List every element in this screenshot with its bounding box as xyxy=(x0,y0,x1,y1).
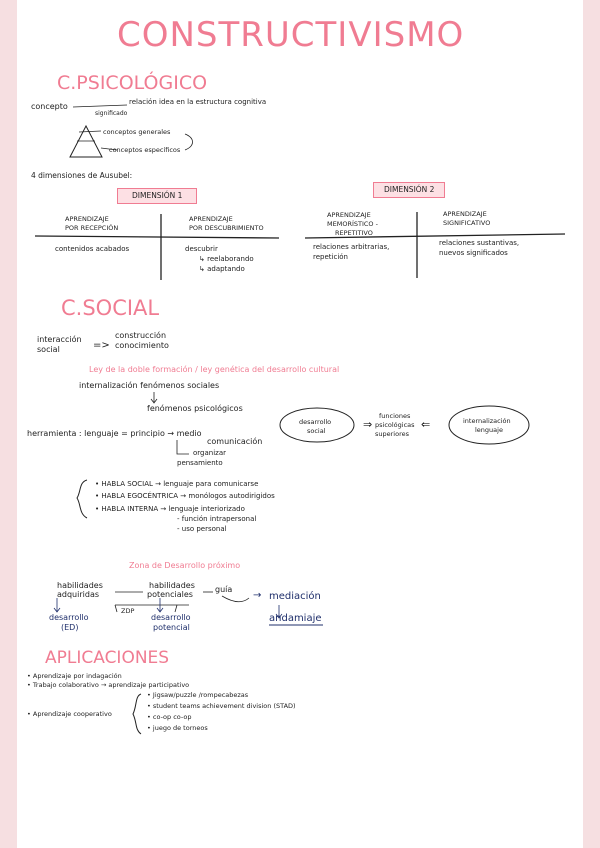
desarrollo-real-1: desarrollo xyxy=(49,613,89,622)
relacion-text: relación idea en la estructura cognitiva xyxy=(129,98,267,106)
cooperativo-jigsaw: • Jigsaw/puzzle /rompecabezas xyxy=(147,691,249,699)
arrow-mediacion: → xyxy=(253,590,262,601)
dimension-1-badge: DIMENSIÓN 1 xyxy=(117,188,197,204)
dim2-col1-head-2: MEMORÍSTICO - xyxy=(327,220,378,228)
interaccion-label-1: interacción xyxy=(37,335,82,344)
construccion-label-2: conocimiento xyxy=(115,341,169,350)
conceptos-especificos-label: conceptos específicos xyxy=(109,146,181,154)
aplicacion-colaborativo: • Trabajo colaborativo → aprendizaje participativo xyxy=(27,681,190,689)
double-arrow-left: ⇐ xyxy=(421,418,431,431)
habla-sub-1: - función intrapersonal xyxy=(177,515,257,523)
dim1-col2-head-1: APRENDIZAJE xyxy=(189,215,233,223)
aplicacion-indagacion: • Aprendizaje por indagación xyxy=(27,672,122,680)
mediacion-label: mediación xyxy=(269,591,321,602)
desarrollo-social-1: desarrollo xyxy=(299,418,332,426)
interaccion-label-2: social xyxy=(37,345,60,354)
dim2-col2-body-2: nuevos significados xyxy=(439,249,508,257)
section-heading-social: C.SOCIAL xyxy=(61,296,160,320)
ley-doble-formacion: Ley de la doble formación / ley genética del desarrollo cultural xyxy=(89,365,340,374)
significado-label: significado xyxy=(95,110,128,117)
cooperativo-coop: • co-op co-op xyxy=(147,713,192,721)
internalizacion-lenguaje-2: lenguaje xyxy=(475,426,503,434)
hab-potenciales-1: habilidades xyxy=(149,581,195,590)
notes-page xyxy=(17,0,583,848)
funciones-2: psicológicas xyxy=(375,421,415,429)
implies-arrow: => xyxy=(93,340,110,351)
herramienta-lenguaje: herramienta : lenguaje = principio → medio xyxy=(27,429,202,438)
andamiaje-label: andamiaje xyxy=(269,613,322,624)
dim2-col1-body-2: repetición xyxy=(313,253,348,261)
dim1-col2-body-1: descubrir xyxy=(185,245,218,253)
hab-potenciales-2: potenciales xyxy=(147,590,193,599)
hab-adquiridas-2: adquiridas xyxy=(57,590,100,599)
zdp-label: ZDP xyxy=(121,607,135,615)
dimensiones-intro: 4 dimensiones de Ausubel: xyxy=(31,171,133,180)
dim2-col1-head-3: REPETITIVO xyxy=(335,229,373,237)
organizar-label-1: organizar xyxy=(193,449,226,457)
dim1-col2-head-2: POR DESCUBRIMIENTO xyxy=(189,224,264,232)
internalizacion-lenguaje-1: internalización xyxy=(463,417,511,425)
desarrollo-potencial-2: potencial xyxy=(153,623,190,632)
page-title: CONSTRUCTIVISMO xyxy=(117,15,465,55)
habla-interna: • HABLA INTERNA → lenguaje interiorizado xyxy=(95,505,245,513)
dim2-col2-body-1: relaciones sustantivas, xyxy=(439,239,520,247)
guia-label: guía xyxy=(215,585,233,594)
internalizacion-sociales: internalización fenómenos sociales xyxy=(79,381,220,390)
habla-social: • HABLA SOCIAL → lenguaje para comunicarse xyxy=(95,480,259,488)
dim2-col1-head-1: APRENDIZAJE xyxy=(327,211,371,219)
section-heading-aplicaciones: APLICACIONES xyxy=(45,648,170,668)
fenomenos-psicologicos: fenómenos psicológicos xyxy=(147,404,243,413)
zdp-title: Zona de Desarrollo próximo xyxy=(129,561,241,570)
construccion-label-1: construcción xyxy=(115,331,167,340)
dim2-col2-head-2: SIGNIFICATIVO xyxy=(443,219,491,227)
dim1-col1-body: contenidos acabados xyxy=(55,245,130,253)
dim2-col1-body-1: relaciones arbitrarias, xyxy=(313,243,390,251)
section-heading-psicologico: C.PSICOLÓGICO xyxy=(57,72,208,94)
dimension-2-badge: DIMENSIÓN 2 xyxy=(373,182,445,198)
comunicacion-label: comunicación xyxy=(207,437,263,446)
dim1-col2-body-2: ↳ reelaborando xyxy=(199,255,254,263)
aplicacion-cooperativo: • Aprendizaje cooperativo xyxy=(27,710,112,718)
dim1-col2-body-3: ↳ adaptando xyxy=(199,265,245,273)
dim2-col2-head-1: APRENDIZAJE xyxy=(443,210,487,218)
concepto-label: concepto xyxy=(31,102,68,111)
hab-adquiridas-1: habilidades xyxy=(57,581,103,590)
organizar-label-2: pensamiento xyxy=(177,459,223,467)
desarrollo-potencial-1: desarrollo xyxy=(151,613,191,622)
habla-egocentrica: • HABLA EGOCÉNTRICA → monólogos autodirigidos xyxy=(95,492,275,500)
funciones-1: funciones xyxy=(379,412,411,420)
cooperativo-stad: • student teams achievement division (STAD) xyxy=(147,702,296,710)
habla-sub-2: - uso personal xyxy=(177,525,227,533)
conceptos-generales-label: conceptos generales xyxy=(103,128,171,136)
desarrollo-real-2: (ED) xyxy=(61,623,79,632)
dim1-col1-head-1: APRENDIZAJE xyxy=(65,215,109,223)
dim1-col1-head-2: POR RECEPCIÓN xyxy=(65,224,119,232)
cooperativo-torneos: • juego de torneos xyxy=(147,724,208,732)
desarrollo-social-2: social xyxy=(307,427,326,435)
double-arrow-right: ⇒ xyxy=(363,418,373,431)
funciones-3: superiores xyxy=(375,430,410,438)
